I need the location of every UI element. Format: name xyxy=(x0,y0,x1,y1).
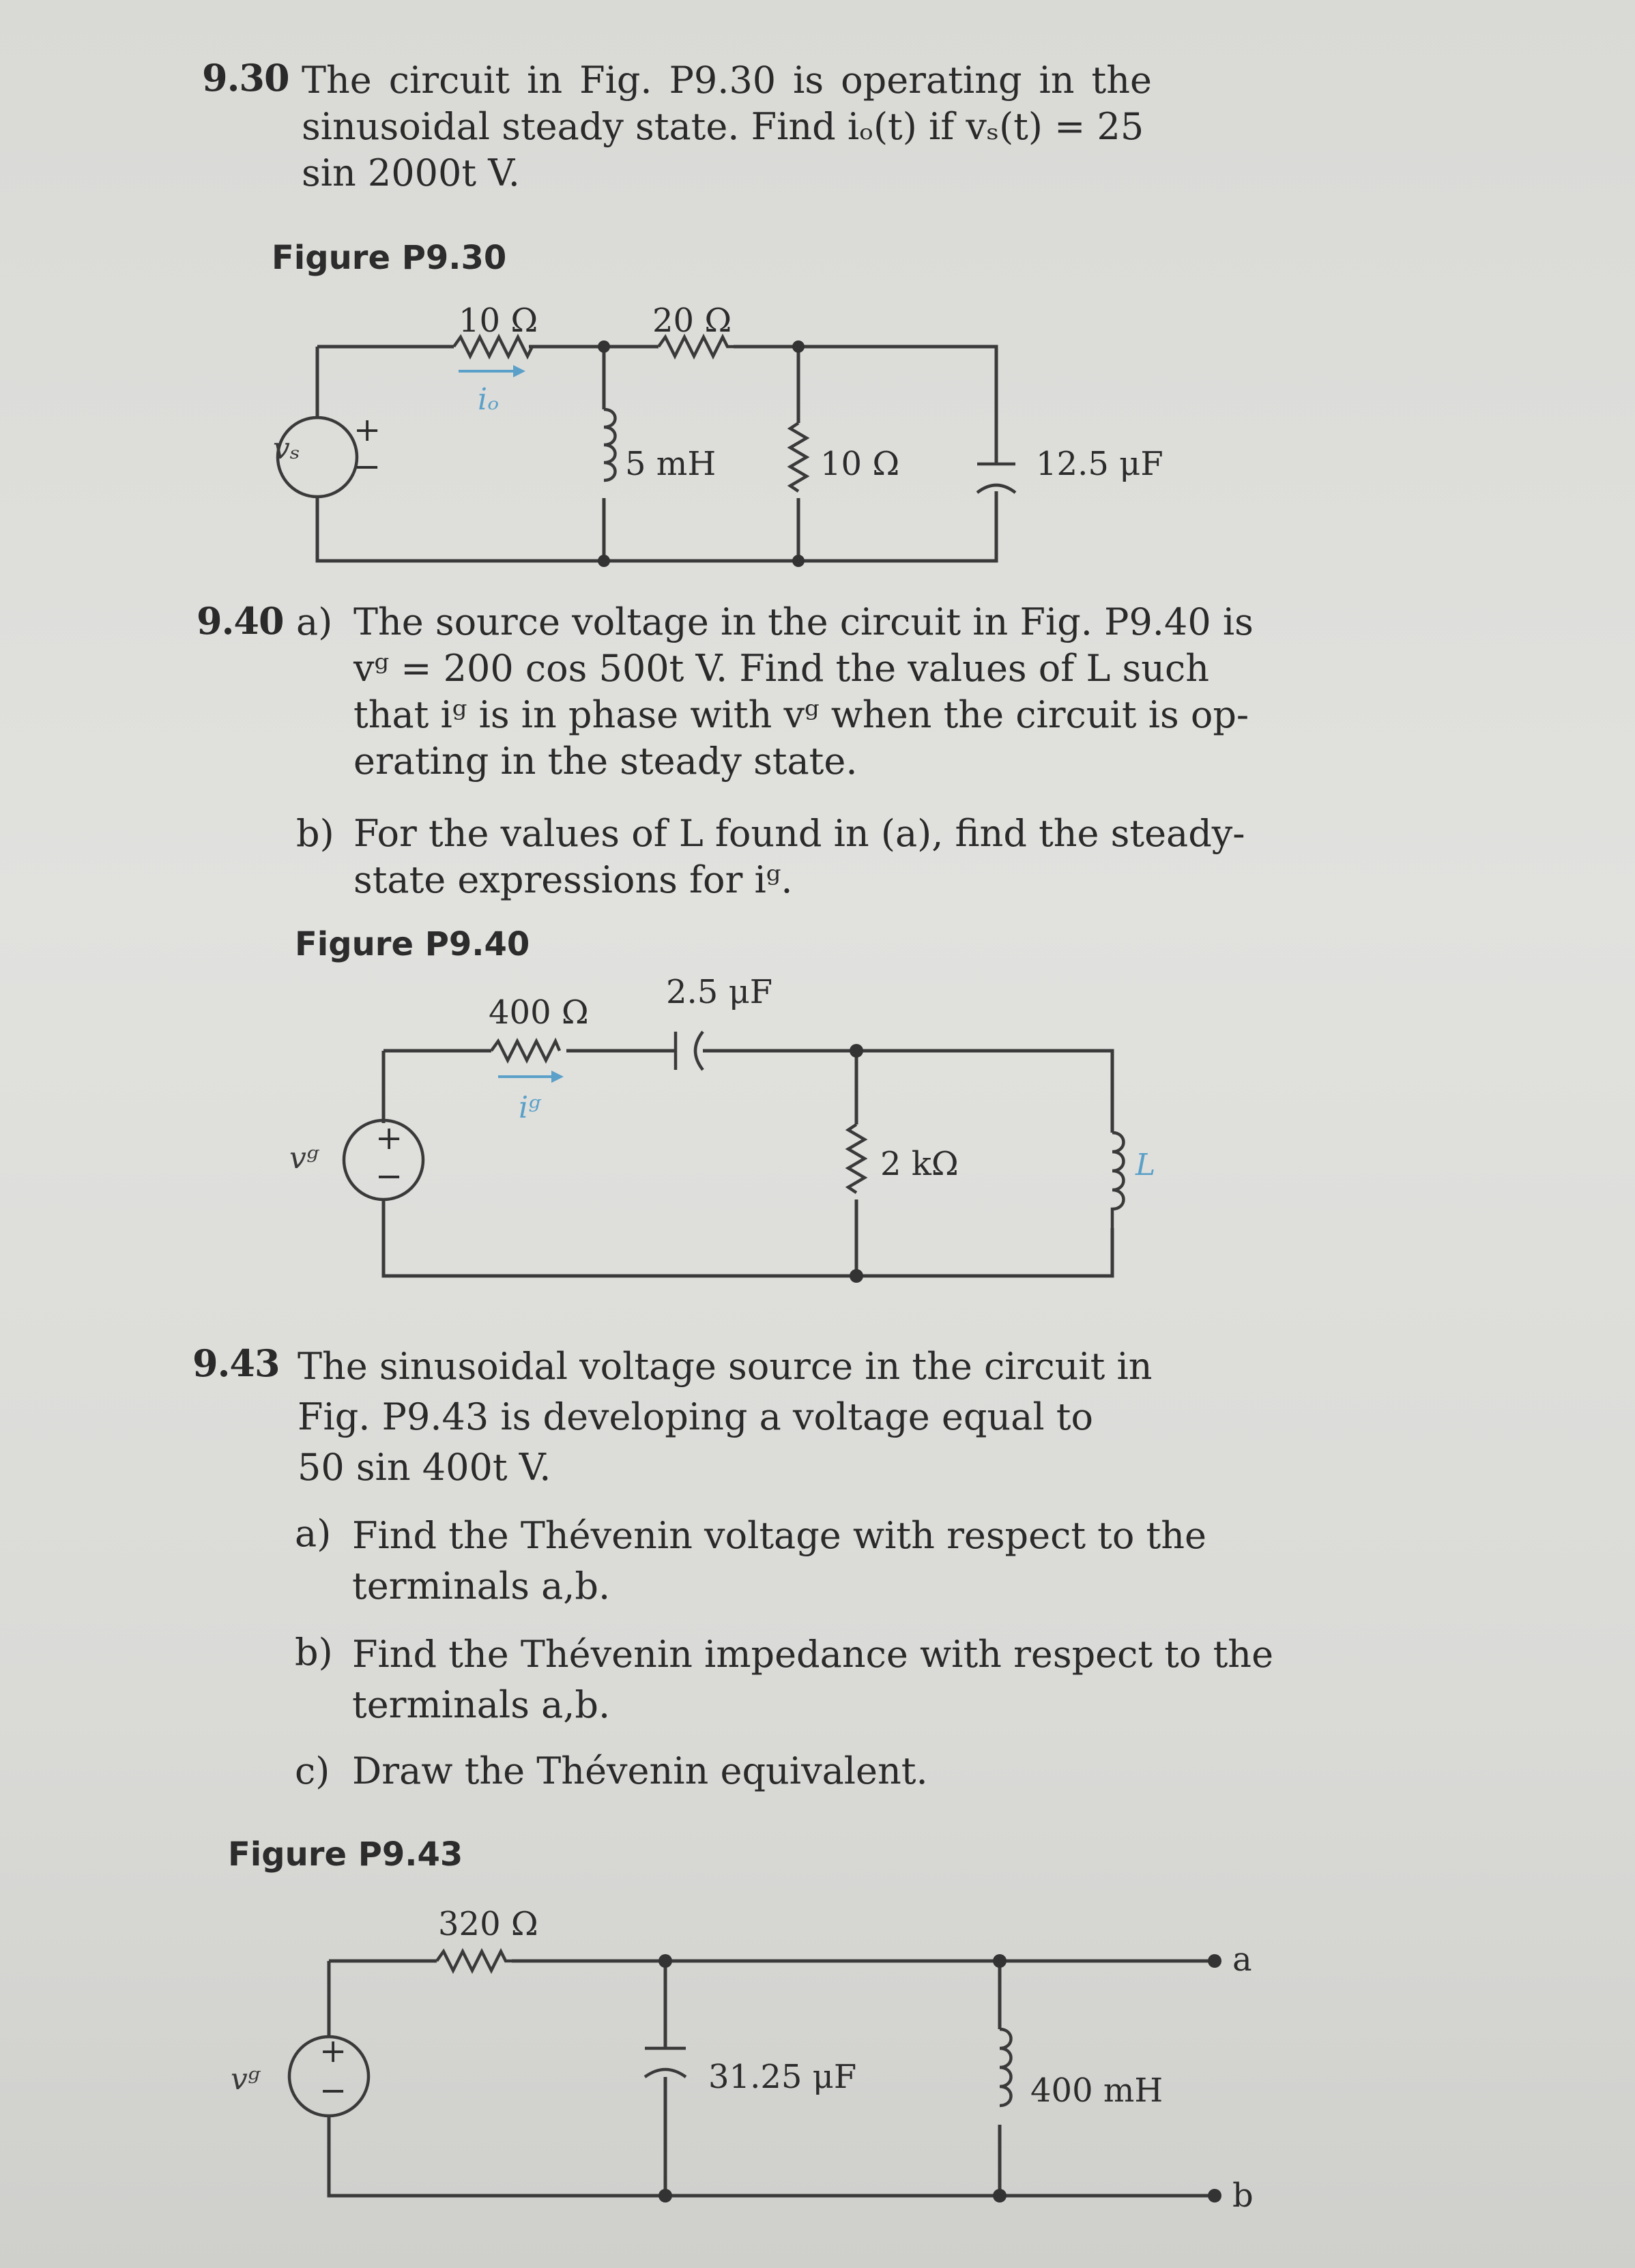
text-line: sin 2000t V. xyxy=(302,151,520,194)
label-terminal-b: b xyxy=(1232,2177,1254,2215)
problem-number: 9.30 xyxy=(202,56,289,100)
node-dot xyxy=(659,2189,672,2202)
text-line: terminals a,b. xyxy=(352,1565,611,1608)
figure-label: Figure P9.30 xyxy=(272,239,507,277)
plus-sign: + xyxy=(319,2032,347,2070)
label-capacitor: 31.25 μF xyxy=(708,2058,857,2096)
plus-sign: + xyxy=(353,411,381,449)
part-label: a) xyxy=(295,1512,332,1555)
text-line: 50 sin 400t V. xyxy=(298,1446,551,1489)
label-capacitor: 2.5 μF xyxy=(666,973,773,1011)
label-r1: 320 Ω xyxy=(438,1905,538,1943)
text-line: For the values of L found in (a), find the steady- xyxy=(353,812,1245,855)
text-line: state expressions for iᵍ. xyxy=(353,858,793,901)
minus-sign: − xyxy=(319,2071,347,2110)
label-source: vᵍ xyxy=(231,2062,260,2097)
text-line: The sinusoidal voltage source in the circuit in xyxy=(298,1345,1153,1388)
label-inductor: 5 mH xyxy=(625,445,717,483)
problem-number: 9.40 xyxy=(197,599,284,643)
node-dot xyxy=(993,1954,1007,1968)
label-r2: 2 kΩ xyxy=(880,1145,959,1183)
label-capacitor: 12.5 μF xyxy=(1036,445,1163,483)
capacitor-plate-curved xyxy=(645,2069,686,2077)
node-dot xyxy=(659,1954,672,1968)
label-source: vᵍ xyxy=(289,1141,319,1176)
text-line: vᵍ = 200 cos 500t V. Find the values of L such xyxy=(353,647,1209,690)
inductor-400mh xyxy=(1000,2029,1011,2106)
part-label: b) xyxy=(296,812,334,855)
part-label: a) xyxy=(296,600,333,643)
label-r1: 400 Ω xyxy=(489,993,589,1032)
text-line: terminals a,b. xyxy=(352,1683,611,1726)
text-line: Find the Thévenin impedance with respect to the xyxy=(352,1633,1274,1676)
minus-sign: − xyxy=(353,448,381,486)
label-r3: 10 Ω xyxy=(820,445,900,483)
label-current: iₒ xyxy=(478,382,500,417)
problem-number: 9.43 xyxy=(192,1341,280,1385)
text-line: that iᵍ is in phase with vᵍ when the circuit is op- xyxy=(353,693,1249,736)
text-line: Find the Thévenin voltage with respect to the xyxy=(352,1514,1206,1557)
figure-label: Figure P9.40 xyxy=(295,925,530,963)
part-label: c) xyxy=(295,1749,330,1792)
node-dot xyxy=(993,2189,1007,2202)
label-current: iᵍ xyxy=(519,1090,540,1125)
label-inductor: 400 mH xyxy=(1030,2071,1163,2110)
resistor-320-ohm xyxy=(437,1951,512,1971)
text-line: The source voltage in the circuit in Fig. P9.40 is xyxy=(353,600,1254,643)
text-line: Draw the Thévenin equivalent. xyxy=(352,1749,928,1792)
label-terminal-a: a xyxy=(1232,1940,1252,1979)
part-label: b) xyxy=(295,1631,333,1674)
terminal-b-dot xyxy=(1208,2189,1221,2202)
label-r2: 20 Ω xyxy=(652,302,732,340)
figure-label: Figure P9.43 xyxy=(228,1835,463,1874)
terminal-a-dot xyxy=(1208,1954,1221,1968)
label-r1: 10 Ω xyxy=(459,302,538,340)
minus-sign: − xyxy=(375,1157,403,1195)
label-inductor: L xyxy=(1135,1148,1156,1182)
plus-sign: + xyxy=(375,1119,403,1157)
text-line: The circuit in Fig. P9.30 is operating in the xyxy=(302,59,1152,102)
text-line: Fig. P9.43 is developing a voltage equal to xyxy=(298,1395,1094,1438)
text-line: erating in the steady state. xyxy=(353,740,858,783)
label-source: vₛ xyxy=(273,431,300,466)
text-line: sinusoidal steady state. Find iₒ(t) if vₛ(t) = 25 xyxy=(302,105,1144,148)
